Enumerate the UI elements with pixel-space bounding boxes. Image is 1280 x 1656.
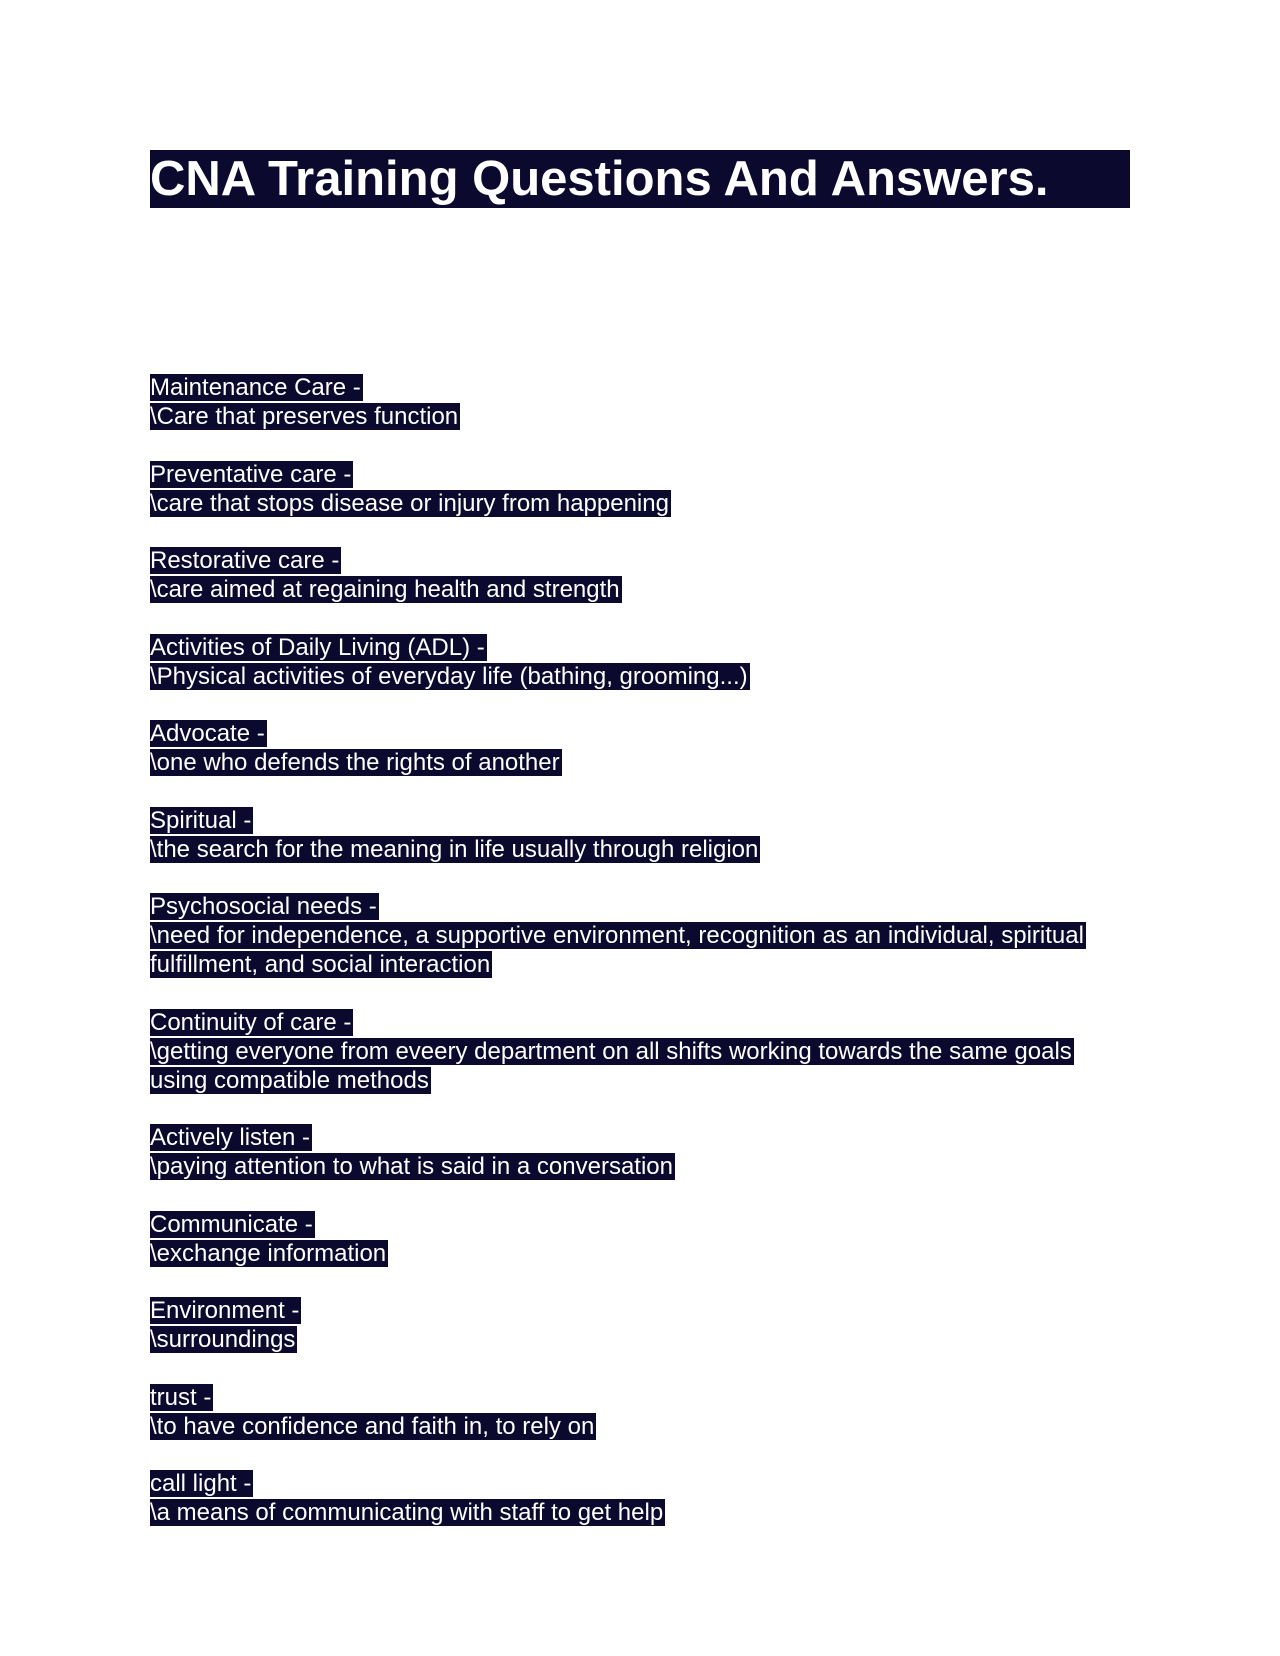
- entry-environment: [150, 1296, 1130, 1354]
- entry-term: Continuity of care -: [150, 1008, 352, 1036]
- entry-spiritual: [150, 806, 1130, 864]
- entry-term: Psychosocial needs -: [150, 893, 377, 920]
- entry-adl: [150, 633, 1130, 691]
- entry-call-light: [150, 1469, 1130, 1527]
- entry-term: Communicate -: [150, 1210, 313, 1238]
- entry-term: call light -: [150, 1470, 252, 1497]
- entry-term: Environment -: [150, 1297, 300, 1324]
- entry-term: Restorative care -: [150, 547, 340, 574]
- entry-definition: \a means of communicating with staff to get help: [150, 1499, 664, 1526]
- entry-definition: \care aimed at regaining health and strength: [150, 576, 620, 603]
- document-page: [150, 150, 1130, 1556]
- entry-list: [150, 373, 1130, 1527]
- entry-definition: \surroundings: [150, 1326, 296, 1353]
- entry-definition: \Care that preserves function: [150, 403, 459, 430]
- entry-trust: [150, 1383, 1130, 1441]
- title-highlight: [150, 150, 1130, 208]
- entry-definition: \exchange information: [150, 1239, 387, 1267]
- entry-continuity-of-care: [150, 1008, 1130, 1095]
- entry-communicate: [150, 1210, 1130, 1268]
- entry-definition: \need for independence, a supportive environment, recognition as an individual, spiritual fulfillment, and social interaction: [150, 922, 1084, 978]
- entry-term: Actively listen -: [150, 1124, 311, 1151]
- entry-term: Maintenance Care -: [150, 374, 361, 401]
- entry-term: Activities of Daily Living (ADL) -: [150, 633, 485, 661]
- entry-preventative-care: [150, 460, 1130, 518]
- entry-maintenance-care: [150, 373, 1130, 431]
- entry-advocate: [150, 719, 1130, 777]
- document-title: CNA Training Questions And Answers.: [150, 152, 1049, 206]
- entry-term: Preventative care -: [150, 460, 352, 488]
- entry-definition: \one who defends the rights of another: [150, 749, 560, 776]
- entry-term: Spiritual -: [150, 806, 252, 834]
- entry-term: Advocate -: [150, 720, 265, 747]
- entry-actively-listen: [150, 1123, 1130, 1181]
- entry-definition: \getting everyone from eveery department on all shifts working towards the same goals using compatible methods: [150, 1037, 1072, 1094]
- entry-term: trust -: [150, 1383, 212, 1411]
- entry-restorative-care: [150, 546, 1130, 604]
- entry-definition: \the search for the meaning in life usually through religion: [150, 835, 759, 863]
- entry-definition: \care that stops disease or injury from happening: [150, 489, 669, 517]
- entry-definition: \to have confidence and faith in, to rely on: [150, 1412, 595, 1440]
- entry-definition: \Physical activities of everyday life (bathing, grooming...): [150, 662, 748, 690]
- entry-psychosocial-needs: [150, 892, 1130, 979]
- entry-definition: \paying attention to what is said in a conversation: [150, 1153, 673, 1180]
